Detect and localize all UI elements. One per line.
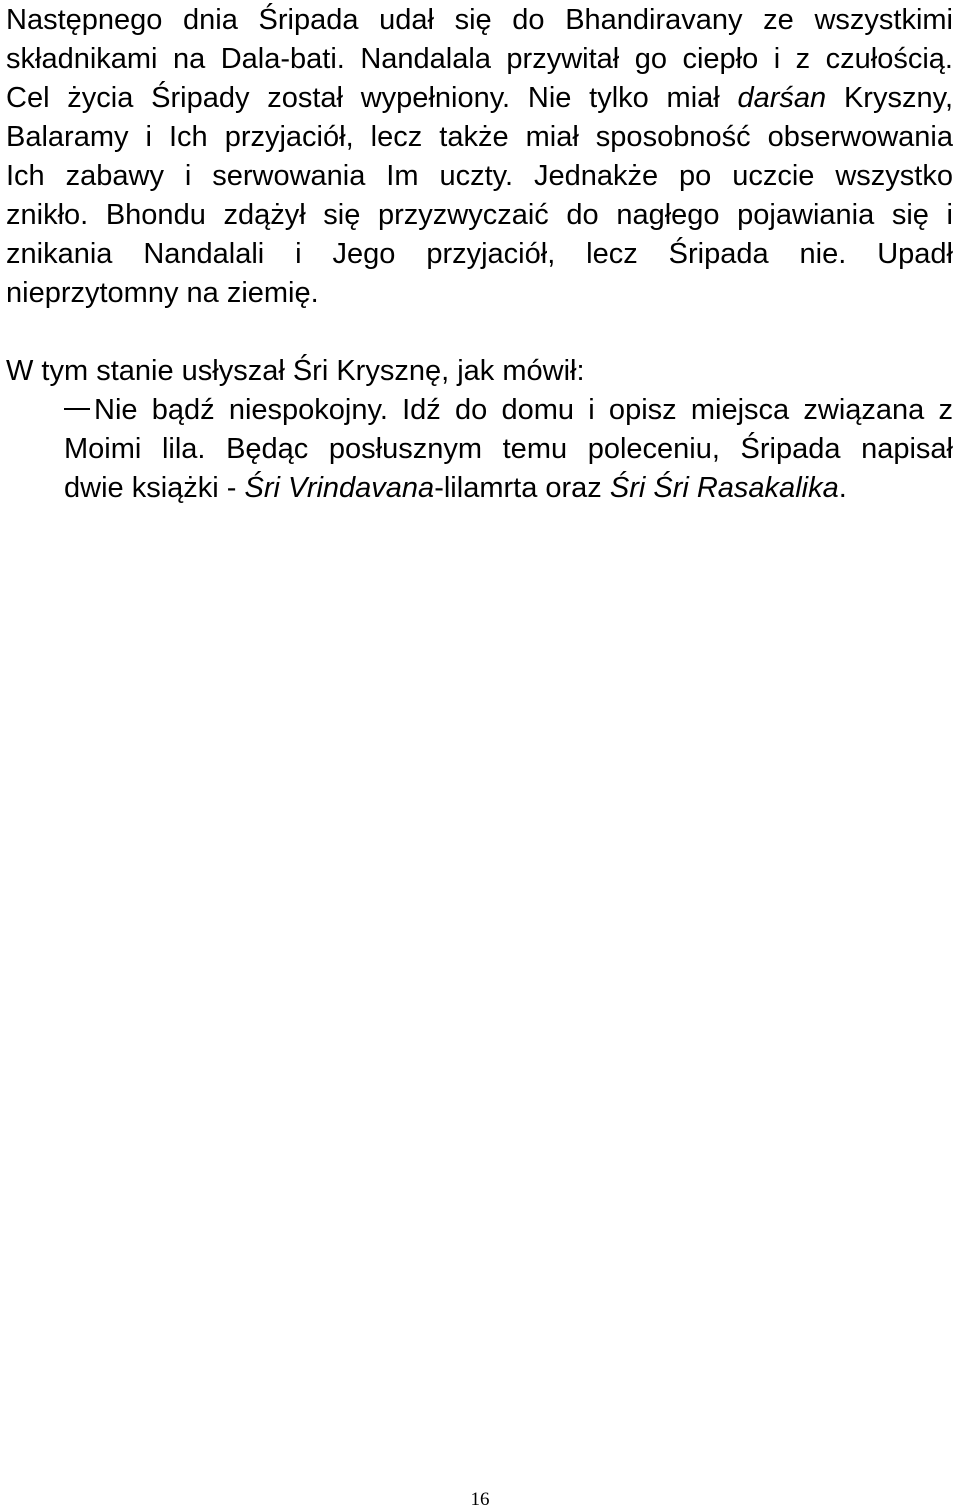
text-segment: dwie książki - xyxy=(64,472,237,504)
text-segment: znikło. Bhondu zdążył się przyzwyczaić do nagłego pojawiania się i xyxy=(6,199,953,231)
italic-title-sri-vrindavana: Śri Vrindavana xyxy=(244,472,435,504)
paragraph-1-line-5 xyxy=(6,156,953,196)
quote-line-3 xyxy=(64,468,953,508)
paragraph-1-line-1 xyxy=(6,0,953,40)
quote-line-1 xyxy=(64,390,953,430)
text-segment: W tym stanie usłyszał Śri Krysznę, jak mówił: xyxy=(6,355,585,387)
text-segment: Balaramy i Ich przyjaciół, lecz także miał sposobność obserwowania xyxy=(6,121,953,153)
text-segment: znikania Nandalali i Jego przyjaciół, lecz Śripada nie. Upadł xyxy=(6,238,953,270)
text-segment: Ich zabawy i serwowania Im uczty. Jednakże po uczcie wszystko xyxy=(6,160,953,192)
paragraph-2-line-1 xyxy=(6,351,953,391)
text-segment: . xyxy=(838,472,847,504)
quote-line-2 xyxy=(64,429,953,469)
text-segment: Kryszny, xyxy=(843,82,954,114)
text-segment: składnikami na Dala-bati. Nandalala przywitał go ciepło i z czułością. xyxy=(6,43,953,75)
paragraph-1-line-4 xyxy=(6,117,953,157)
paragraph-1-line-6 xyxy=(6,195,953,235)
text-segment: Następnego dnia Śripada udał się do Bhandiravany ze wszystkimi xyxy=(6,4,953,36)
paragraph-1-line-8 xyxy=(6,273,953,313)
text-segment: Cel życia Śripady został wypełniony. Nie tylko miał xyxy=(6,82,720,114)
paragraph-1-line-2 xyxy=(6,39,953,79)
em-dash xyxy=(64,408,90,410)
italic-title-sri-sri-rasakalika: Śri Śri Rasakalika xyxy=(609,472,839,504)
text-segment: Moimi lila. Będąc posłusznym temu poleceniu, Śripada napisał xyxy=(64,433,953,465)
italic-term-darsan: darśan xyxy=(737,82,827,114)
text-segment: nieprzytomny na ziemię. xyxy=(6,277,319,309)
page-number: 16 xyxy=(470,1489,490,1510)
text-segment: Nie bądź niespokojny. Idź do domu i opisz miejsca związana z xyxy=(94,394,953,426)
paragraph-1-line-3 xyxy=(6,78,953,118)
paragraph-1-line-7 xyxy=(6,234,953,274)
text-segment: -lilamrta oraz xyxy=(434,472,602,504)
